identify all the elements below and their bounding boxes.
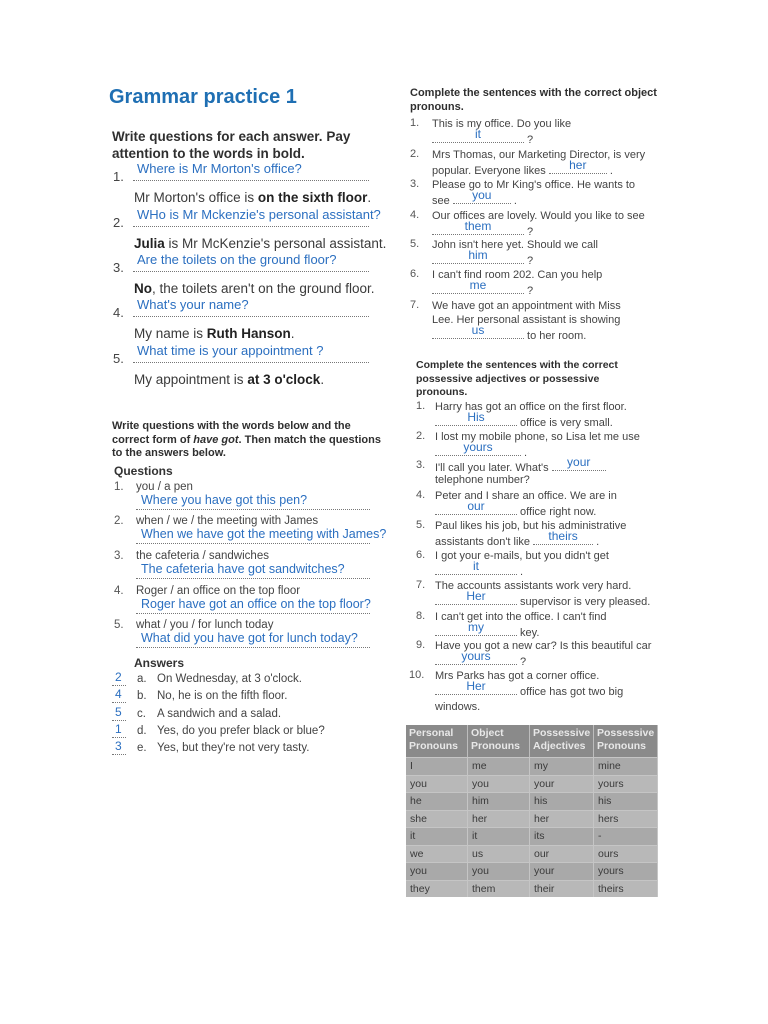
table-cell: yours	[594, 862, 658, 880]
match-line	[112, 720, 126, 721]
handwritten-fill: it	[475, 126, 481, 141]
fill-blank[interactable]	[435, 558, 517, 575]
sentence-text: The accounts assistants work very hard.	[435, 580, 632, 592]
answer-text: Yes, but they're not very tasty.	[157, 742, 310, 754]
answer-text: Yes, do you prefer black or blue?	[157, 725, 325, 737]
pronoun-table	[406, 725, 658, 897]
table-cell: theirs	[594, 880, 658, 898]
sentence-text: Harry has got an office on the first floor.	[435, 401, 627, 413]
handwritten-answer[interactable]: Are the toilets on the ground floor?	[137, 252, 337, 267]
answer-text: A sandwich and a salad.	[157, 708, 282, 720]
table-cell: us	[468, 845, 530, 863]
answer-sentence	[134, 236, 386, 251]
answer-text: No, he is on the fifth floor.	[157, 690, 288, 702]
sentence-text: ?	[524, 134, 534, 146]
handwritten-fill: yours	[461, 648, 491, 663]
sentence-line	[435, 588, 651, 610]
table-cell: he	[406, 792, 468, 810]
table-header: Possessive Pronouns	[594, 725, 658, 757]
sentence-text: office right now.	[517, 506, 597, 518]
handwritten-answer[interactable]: WHo is Mr Mckenzie's personal assistant?	[137, 207, 381, 222]
answer-line	[136, 543, 370, 544]
table-cell: we	[406, 845, 468, 863]
item-number: 8.	[416, 610, 426, 622]
handwritten-fill: my	[468, 619, 484, 634]
table-cell: my	[530, 757, 594, 775]
question-prompt: the cafeteria / sandwiches	[136, 550, 269, 562]
item-number: 2.	[416, 430, 426, 442]
item-number: 4.	[114, 585, 124, 597]
table-cell: I	[406, 757, 468, 775]
sentence-line	[435, 498, 597, 520]
sentence-text: I got your e-mails, but you didn't get	[435, 550, 609, 562]
sentence-line	[432, 157, 613, 179]
table-cell: she	[406, 810, 468, 828]
sentence-text: ?	[517, 656, 527, 668]
handwritten-fill: it	[473, 558, 479, 573]
answer-line	[136, 613, 370, 614]
table-cell: they	[406, 880, 468, 898]
sentence-line	[432, 247, 534, 269]
sentence-text: This is my office. Do you like	[432, 118, 572, 130]
fill-blank[interactable]	[435, 439, 521, 456]
item-number: 2.	[114, 515, 124, 527]
match-line	[112, 737, 126, 738]
fill-blank[interactable]	[453, 187, 511, 204]
item-number: 5.	[113, 351, 124, 366]
table-header: Personal Pronouns	[406, 725, 468, 757]
fill-blank[interactable]	[432, 247, 524, 264]
answer-letter: d.	[137, 725, 147, 737]
sentence-text: Paul likes his job, but his administrative	[435, 520, 627, 532]
fill-blank[interactable]	[432, 126, 524, 143]
handwritten-answer[interactable]: Roger have got an office on the top floor?	[141, 597, 371, 611]
sentence-line	[435, 678, 655, 714]
item-number: 6.	[416, 549, 426, 561]
fill-blank[interactable]	[435, 678, 517, 695]
answer-letter: a.	[137, 673, 147, 685]
handwritten-answer[interactable]: What's your name?	[137, 297, 249, 312]
answer-sentence	[134, 190, 371, 205]
sentence-line	[432, 126, 534, 148]
table-cell: you	[406, 862, 468, 880]
item-number: 6.	[410, 268, 420, 280]
sentence-text: office has got two big windows.	[435, 686, 624, 713]
answer-line	[133, 362, 369, 363]
handwritten-fill: your	[567, 454, 591, 469]
sentence-line	[435, 409, 613, 431]
handwritten-fill: you	[472, 187, 492, 202]
section4-instruction: Complete the sentences with the correct possessive adjectives or possessive pronouns.	[416, 359, 618, 398]
sentence-line	[432, 277, 534, 299]
handwritten-answer[interactable]: What did you have got for lunch today?	[141, 631, 358, 645]
handwritten-answer[interactable]: When we have got the meeting with James?	[141, 527, 387, 541]
answer-sentence	[134, 281, 374, 296]
fill-blank[interactable]	[435, 409, 517, 426]
sentence-text: popular. Everyone likes	[432, 165, 549, 177]
item-number: 3.	[416, 459, 426, 471]
handwritten-fill: theirs	[548, 528, 578, 543]
table-cell: his	[530, 792, 594, 810]
table-cell: me	[468, 757, 530, 775]
item-number: 5.	[416, 519, 426, 531]
handwritten-fill: Her	[466, 678, 486, 693]
match-line	[112, 702, 126, 703]
section3-instruction: Complete the sentences with the correct object pronouns.	[410, 87, 657, 113]
item-number: 2.	[410, 148, 420, 160]
match-line	[112, 754, 126, 755]
item-number: 3.	[114, 550, 124, 562]
match-mark[interactable]: 3	[115, 739, 122, 753]
sentence-line	[432, 322, 587, 344]
fill-blank[interactable]	[432, 322, 524, 339]
answer-line	[133, 271, 369, 272]
item-number: 10.	[409, 669, 425, 681]
answer-line	[133, 180, 369, 181]
table-cell: it	[406, 827, 468, 845]
fill-blank[interactable]	[435, 498, 517, 515]
answers-label: Answers	[134, 656, 185, 670]
sentence-line	[435, 528, 600, 550]
fill-blank[interactable]	[435, 648, 517, 665]
table-cell: your	[530, 775, 594, 793]
table-cell: our	[530, 845, 594, 863]
answer-letter: b.	[137, 690, 147, 702]
answer-line	[133, 316, 369, 317]
table-cell: her	[468, 810, 530, 828]
table-header: Object Pronouns	[468, 725, 530, 757]
handwritten-answer[interactable]: The cafeteria have got sandwitches?	[141, 562, 345, 576]
item-number: 2.	[113, 215, 124, 230]
bold-text: Ruth Hanson	[206, 326, 291, 341]
sentence-text: .	[521, 447, 528, 459]
item-number: 5.	[114, 619, 124, 631]
match-mark[interactable]: 4	[115, 687, 122, 701]
handwritten-fill: our	[467, 498, 485, 513]
sentence-text: Lee. Her personal assistant is showing	[432, 314, 621, 326]
item-number: 7.	[416, 579, 426, 591]
sentence-line	[435, 648, 527, 670]
answer-letter: e.	[137, 742, 147, 754]
table-header: Possessive Adjectives	[530, 725, 594, 757]
sentence-line	[432, 187, 517, 209]
match-mark[interactable]: 1	[115, 722, 122, 736]
table-cell: you	[468, 862, 530, 880]
item-number: 3.	[410, 178, 420, 190]
fill-blank[interactable]	[533, 528, 593, 545]
table-cell: their	[530, 880, 594, 898]
table-cell: mine	[594, 757, 658, 775]
sentence-text: My name is	[134, 326, 207, 341]
table-cell: -	[594, 827, 658, 845]
table-cell: its	[530, 827, 594, 845]
sentence-text: Mrs Parks has got a corner office.	[435, 670, 600, 682]
sentence-text: assistants don't like	[435, 536, 534, 548]
sentence-text: ?	[524, 226, 534, 238]
sentence-text: I can't find room 202. Can you help	[432, 269, 603, 281]
item-number: 5.	[410, 238, 420, 250]
section1-instruction: Write questions for each answer. Pay attention to the words in bold.	[112, 129, 351, 161]
questions-label: Questions	[114, 464, 173, 478]
item-number: 1.	[114, 481, 124, 493]
item-number: 1.	[113, 169, 124, 184]
match-mark[interactable]: 2	[115, 670, 122, 684]
table-cell: them	[468, 880, 530, 898]
handwritten-fill: him	[468, 247, 488, 262]
item-number: 7.	[410, 299, 420, 311]
handwritten-fill: them	[464, 218, 492, 233]
sentence-text: Peter and I share an office. We are in	[435, 490, 617, 502]
sentence-text: .	[606, 165, 613, 177]
sentence-text: I'll call you later. What's	[435, 462, 552, 474]
answer-line	[136, 647, 370, 648]
answer-text: On Wednesday, at 3 o'clock.	[157, 673, 302, 685]
match-mark[interactable]: 5	[115, 705, 122, 719]
sentence-text: Our offices are lovely. Would you like to see	[432, 210, 645, 222]
handwritten-answer[interactable]: Where you have got this pen?	[141, 493, 308, 507]
sentence-text: office is very small.	[517, 417, 613, 429]
bold-text: at 3 o'clock	[247, 372, 321, 387]
item-number: 1.	[416, 400, 426, 412]
answer-sentence	[134, 326, 295, 341]
sentence-text: Please go to Mr King's office. He wants to	[432, 179, 636, 191]
fill-blank[interactable]	[549, 157, 607, 174]
handwritten-fill: us	[471, 322, 485, 337]
item-number: 9.	[416, 639, 426, 651]
answer-line	[136, 509, 370, 510]
sentence-text: Mr Morton's office is	[134, 190, 258, 205]
answer-sentence	[134, 372, 324, 387]
table-cell: it	[468, 827, 530, 845]
question-prompt: what / you / for lunch today	[136, 619, 274, 631]
bold-text: Julia	[134, 236, 165, 251]
sentence-text: My appointment is	[134, 372, 248, 387]
fill-blank[interactable]	[552, 454, 606, 471]
bold-text: No	[134, 281, 152, 296]
sentence-text: .	[290, 326, 295, 341]
answer-line	[133, 226, 369, 227]
sentence-text: telephone number?	[435, 474, 530, 486]
question-prompt: when / we / the meeting with James	[136, 515, 319, 527]
table-cell: your	[530, 862, 594, 880]
sentence-text: .	[510, 195, 517, 207]
sentence-text: I can't get into the office. I can't find	[435, 611, 607, 623]
item-number: 4.	[416, 489, 426, 501]
sentence-text: Have you got a new car? Is this beautiful car	[435, 640, 652, 652]
table-cell: you	[406, 775, 468, 793]
handwritten-fill: yours	[463, 439, 493, 454]
sentence-text: , the toilets aren't on the ground floor.	[152, 281, 375, 296]
page-title: Grammar practice 1	[109, 86, 297, 108]
table-cell: ours	[594, 845, 658, 863]
sentence-text: to her room.	[524, 330, 587, 342]
handwritten-fill: me	[469, 277, 487, 292]
fill-blank[interactable]	[432, 218, 524, 235]
handwritten-answer[interactable]: What time is your appointment ?	[137, 343, 324, 358]
sentence-text: We have got an appointment with Miss	[432, 300, 621, 312]
item-number: 1.	[410, 117, 420, 129]
fill-blank[interactable]	[432, 277, 524, 294]
section2-instruction: Write questions with the words below and the correct form of have got. Then match the questions to the answers below.	[112, 420, 381, 459]
sentence-text: key.	[517, 627, 540, 639]
sentence-text: ?	[524, 255, 534, 267]
sentence-text: .	[320, 372, 325, 387]
sentence-text: see	[432, 195, 453, 207]
answer-letter: c.	[137, 708, 146, 720]
fill-blank[interactable]	[435, 588, 517, 605]
sentence-text: John isn't here yet. Should we call	[432, 239, 598, 251]
sentence-text: is Mr McKenzie's personal assistant.	[164, 236, 387, 251]
table-cell: you	[468, 775, 530, 793]
sentence-text: Mrs Thomas, our Marketing Director, is very	[432, 149, 646, 161]
sentence-text: .	[593, 536, 600, 548]
match-line	[112, 685, 126, 686]
sentence-text: ?	[524, 285, 534, 297]
table-cell: his	[594, 792, 658, 810]
table-cell: yours	[594, 775, 658, 793]
sentence-text: .	[517, 566, 524, 578]
question-prompt: Roger / an office on the top floor	[136, 585, 301, 597]
item-number: 4.	[410, 209, 420, 221]
item-number: 3.	[113, 260, 124, 275]
handwritten-fill: His	[467, 409, 485, 424]
answer-line	[136, 578, 370, 579]
sentence-line	[435, 558, 524, 580]
question-prompt: you / a pen	[136, 481, 193, 493]
sentence-text: I lost my mobile phone, so Lisa let me use	[435, 431, 640, 443]
item-number: 4.	[113, 305, 124, 320]
sentence-text: .	[367, 190, 372, 205]
table-cell: her	[530, 810, 594, 828]
handwritten-answer[interactable]: Where is Mr Morton's office?	[137, 161, 302, 176]
bold-text: on the sixth floor	[257, 190, 368, 205]
table-cell: him	[468, 792, 530, 810]
handwritten-fill: Her	[466, 588, 486, 603]
handwritten-fill: her	[569, 157, 587, 172]
fill-blank[interactable]	[435, 619, 517, 636]
sentence-text: supervisor is very pleased.	[517, 596, 651, 608]
table-cell: hers	[594, 810, 658, 828]
